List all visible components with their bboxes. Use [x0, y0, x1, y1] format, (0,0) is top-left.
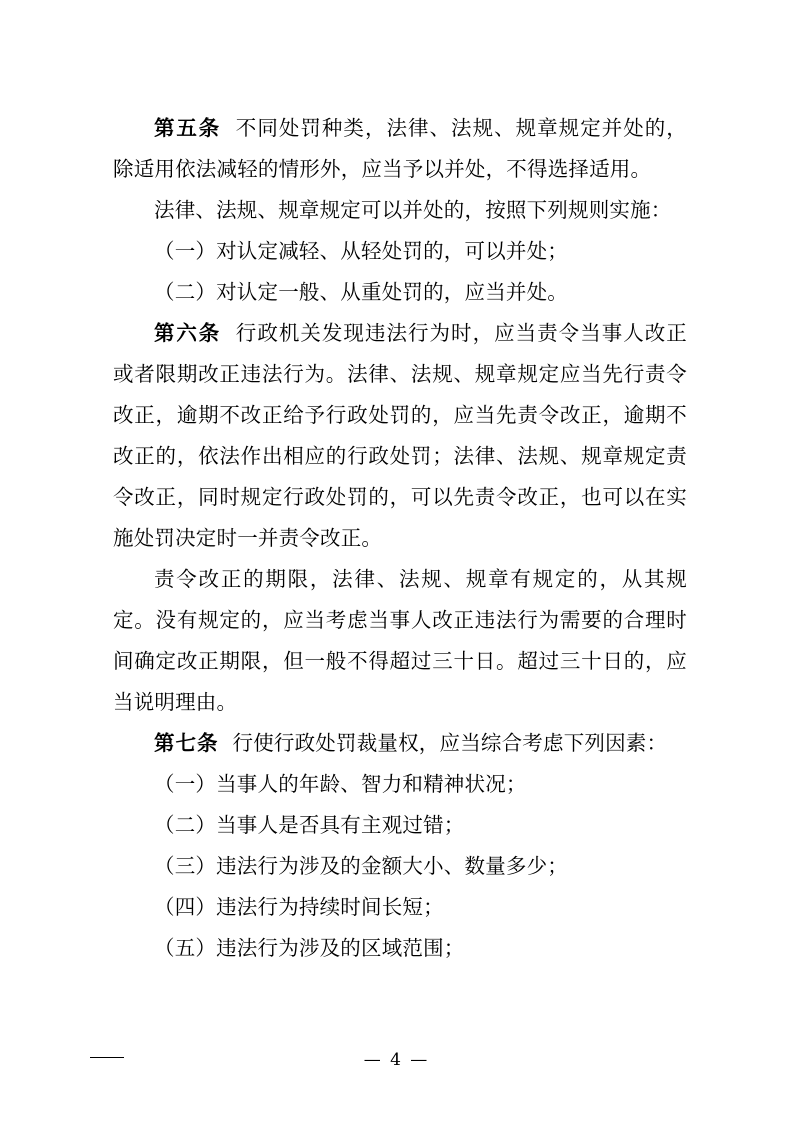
paragraph-text: （一）对认定减轻、从轻处罚的，可以并处；: [154, 239, 568, 263]
paragraph-text: 法律、法规、规章规定可以并处的，按照下列规则实施：: [154, 198, 672, 222]
article-label: 第五条: [154, 116, 221, 140]
paragraph-text: （二）当事人是否具有主观过错；: [154, 813, 465, 837]
paragraph-text: （五）违法行为涉及的区域范围；: [154, 936, 465, 960]
list-item-article-7-5: [113, 928, 687, 969]
list-item-article-7-1: [113, 764, 687, 805]
article-label: 第六条: [154, 321, 221, 345]
paragraph-article-6: [113, 313, 687, 559]
paragraph-article-5: [113, 108, 687, 190]
article-label: 第七条: [154, 731, 219, 755]
list-item-article-5-2: [113, 272, 687, 313]
paragraph-text: 不同处罚种类，法律、法规、规章规定并处的，除适用依法减轻的情形外，应当予以并处，不得选择适用。: [113, 116, 688, 181]
paragraph-text: 行使行政处罚裁量权，应当综合考虑下列因素：: [232, 731, 668, 755]
document-body: [113, 108, 687, 969]
paragraph-text: （四）违法行为持续时间长短；: [154, 895, 444, 919]
list-item-article-5-1: [113, 231, 687, 272]
paragraph-article-5-p2: [113, 190, 687, 231]
paragraph-text: 责令改正的期限，法律、法规、规章有规定的，从其规定。没有规定的，应当考虑当事人改正违法行为需要的合理时间确定改正期限，但一般不得超过三十日。超过三十日的，应当说明理由。: [113, 567, 687, 714]
paragraph-text: （二）对认定一般、从重处罚的，应当并处。: [154, 280, 568, 304]
page-number: — 4 —: [363, 1050, 430, 1070]
paragraph-article-7: [113, 723, 687, 764]
list-item-article-7-4: [113, 887, 687, 928]
list-item-article-7-2: [113, 805, 687, 846]
paragraph-text: （三）违法行为涉及的金额大小、数量多少；: [154, 854, 568, 878]
paragraph-text: （一）当事人的年龄、智力和精神状况；: [154, 772, 527, 796]
list-item-article-7-3: [113, 846, 687, 887]
paragraph-text: 行政机关发现违法行为时，应当责令当事人改正或者限期改正违法行为。法律、法规、规章规定应当先行责令改正，逾期不改正给予行政处罚的，应当先责令改正，逾期不改正的，依法作出相应的行政处罚；法律、法规、规章规定责令改正，同时规定行政处罚的，可以先责令改正，也可以在实施处罚决定时一并责令改正。: [113, 321, 688, 550]
paragraph-article-6-p2: [113, 559, 687, 723]
